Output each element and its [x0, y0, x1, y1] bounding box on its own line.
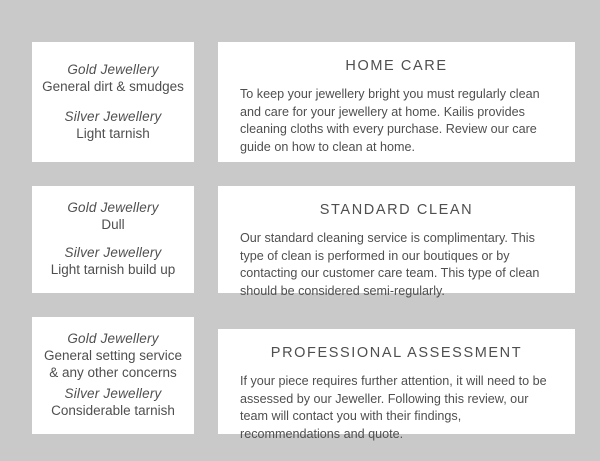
silver-jewellery-label: Silver Jewellery	[64, 245, 162, 260]
symptom-divider	[40, 97, 186, 108]
service-title: PROFESSIONAL ASSESSMENT	[270, 345, 523, 361]
care-level-row	[0, 42, 600, 162]
care-level-row	[0, 317, 600, 441]
silver-jewellery-issue: Light tarnish	[76, 125, 150, 141]
gold-jewellery-label: Gold Jewellery	[67, 331, 159, 346]
service-card	[218, 42, 575, 162]
service-title: HOME CARE	[345, 58, 448, 74]
service-description: If your piece requires further attention, it will need to be assessed by our Jeweller. Following this review, our team will contact you with their findings, recommendations and quote.	[240, 374, 547, 441]
symptom-card	[32, 186, 194, 293]
silver-jewellery-label: Silver Jewellery	[64, 108, 162, 124]
silver-jewellery-label: Silver Jewellery	[64, 386, 162, 401]
silver-jewellery-issue: Considerable tarnish	[51, 403, 175, 418]
service-description: To keep your jewellery bright you must regularly clean and care for your jewellery at home. Kailis provides cleaning cloths with every purchase. Review our care guide on how to clean at home.	[240, 87, 540, 154]
symptom-card	[32, 42, 194, 162]
gold-jewellery-issue: General setting service & any other concerns	[43, 348, 183, 380]
gold-jewellery-issue: General dirt & smudges	[42, 78, 184, 94]
service-card	[218, 186, 575, 298]
symptom-divider	[40, 235, 186, 244]
service-card	[218, 329, 575, 441]
gold-jewellery-issue: Dull	[101, 217, 125, 232]
care-level-row	[0, 186, 600, 298]
gold-jewellery-label: Gold Jewellery	[67, 200, 159, 215]
silver-jewellery-issue: Light tarnish build up	[50, 262, 176, 277]
symptom-card	[32, 317, 194, 434]
row-spacer	[194, 186, 218, 293]
gold-jewellery-label: Gold Jewellery	[67, 61, 159, 77]
service-title: STANDARD CLEAN	[319, 202, 474, 218]
row-spacer	[194, 42, 218, 162]
service-description: Our standard cleaning service is complimentary. This type of clean is performed in our boutiques or by contacting our customer care team. This type of clean should be considered semi-regularly.	[240, 231, 540, 298]
